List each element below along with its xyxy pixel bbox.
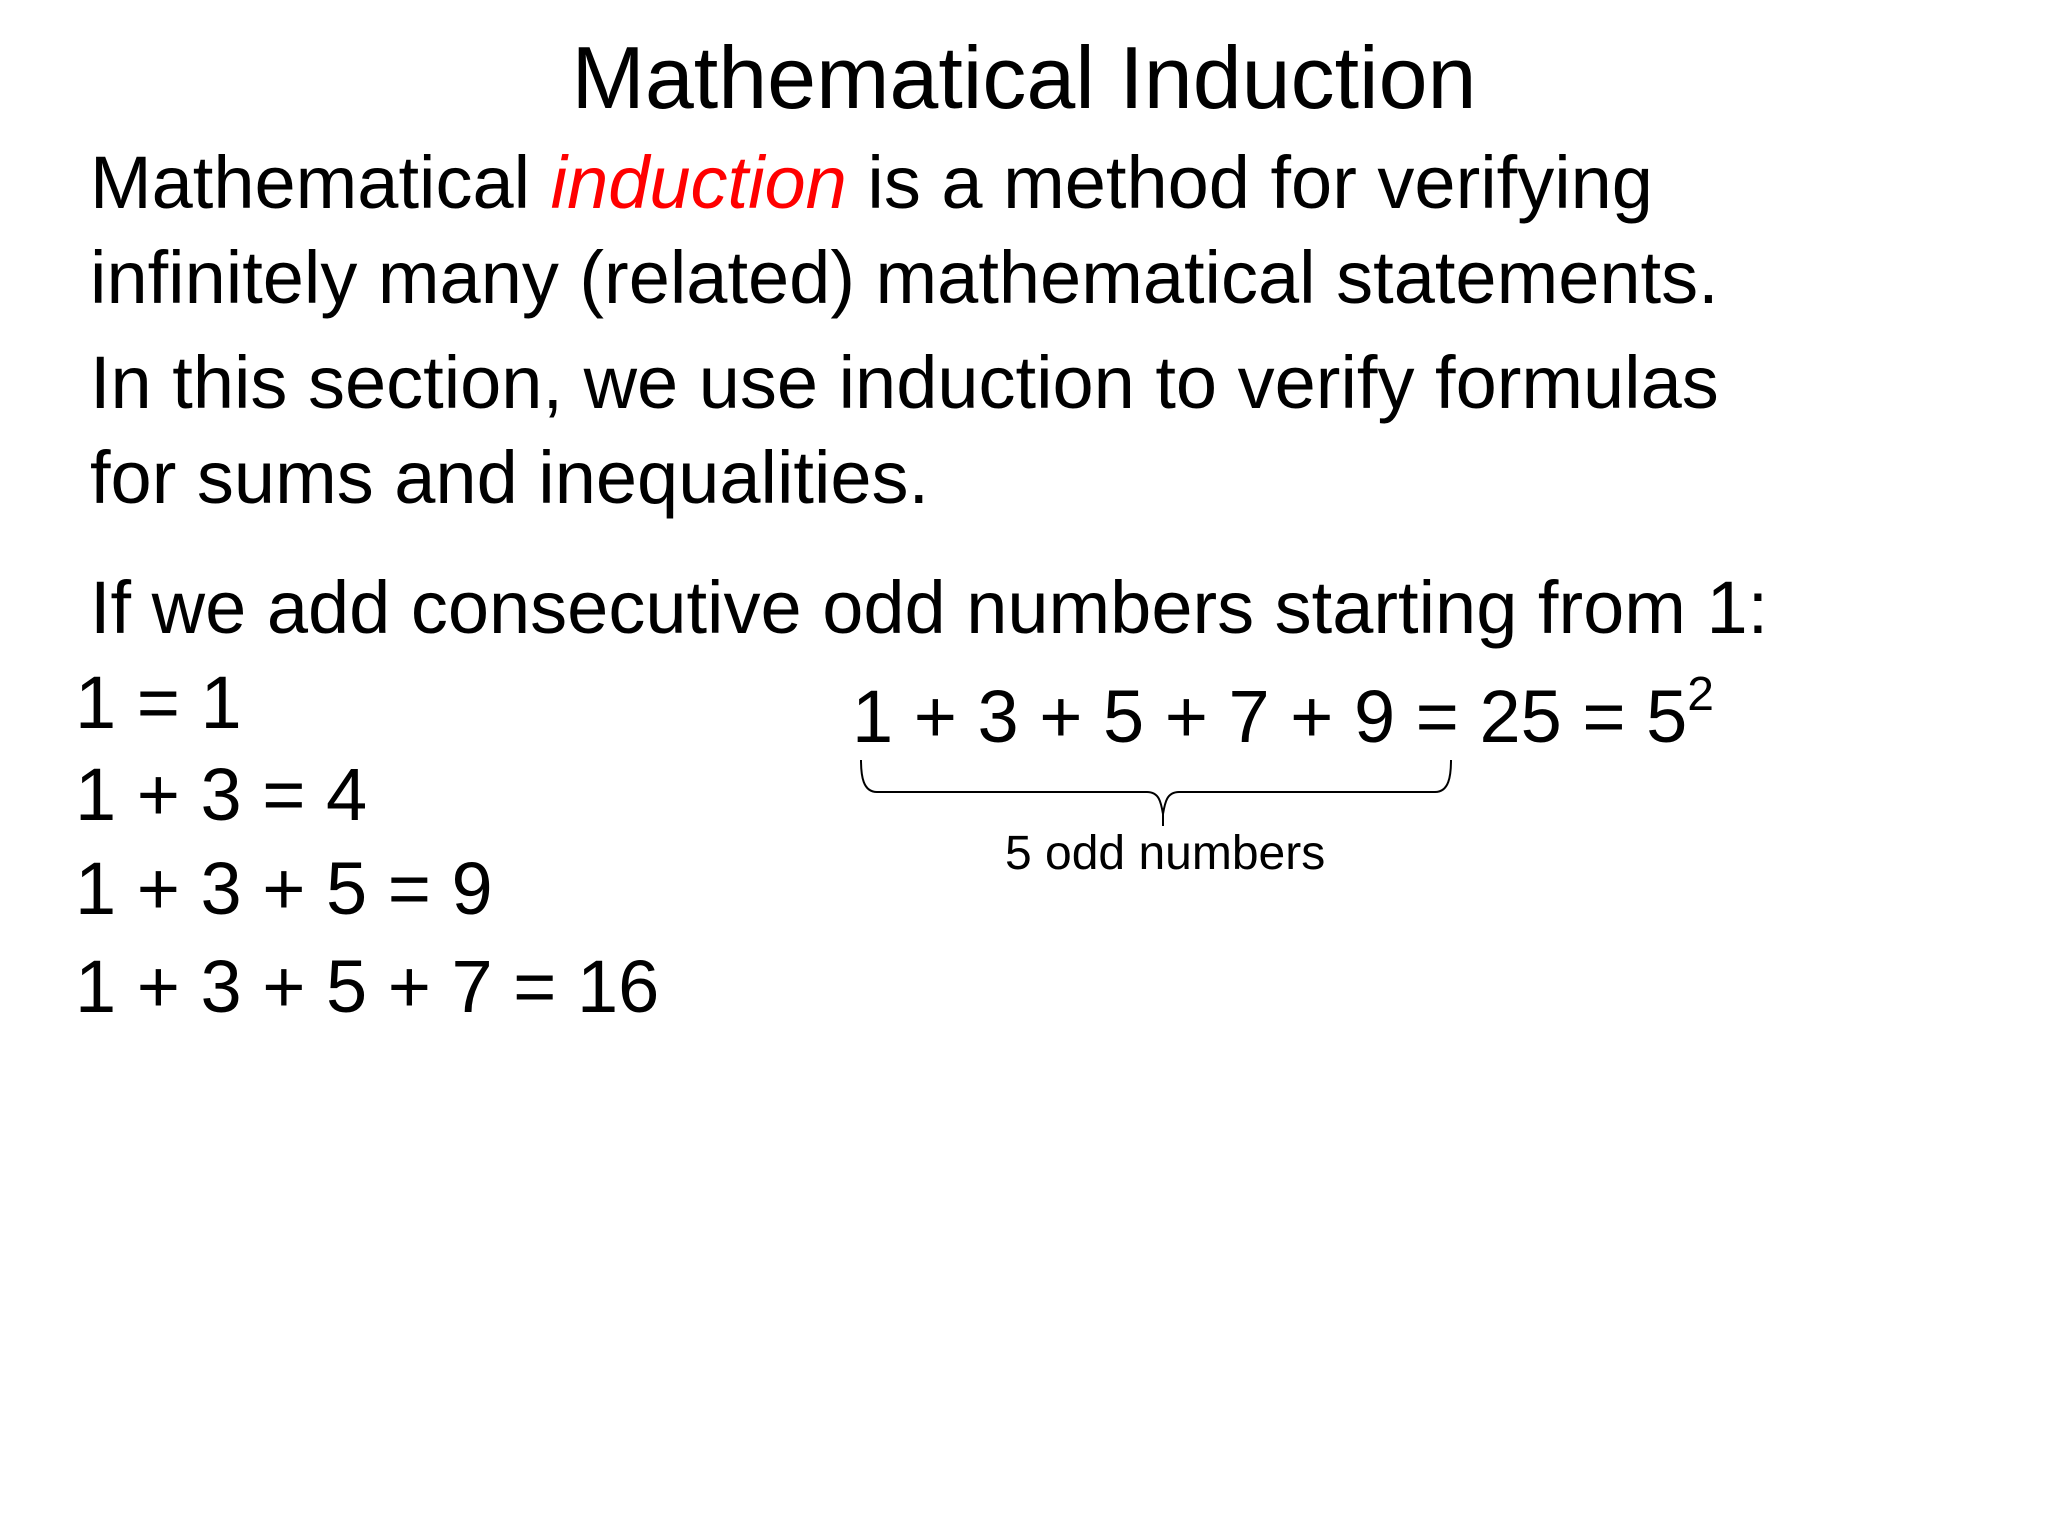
equation-4: 1 + 3 + 5 + 7 = 16 (75, 945, 660, 1028)
example-terms: 1 + 3 + 5 + 7 + 9 (852, 675, 1396, 758)
intro-text-start: Mathematical (90, 141, 551, 224)
intro-line-1 (90, 135, 1719, 230)
section-line-1: In this section, we use induction to verify formulas (90, 341, 1719, 424)
example-exponent: 2 (1687, 668, 1714, 721)
equation-3: 1 + 3 + 5 = 9 (75, 847, 493, 930)
section-paragraph (90, 335, 1719, 525)
odd-sums-intro: If we add consecutive odd numbers starting from 1: (90, 566, 1769, 649)
brace-label: 5 odd numbers (1005, 827, 1326, 880)
section-line-2: for sums and inequalities. (90, 436, 930, 519)
induction-term: induction (550, 141, 847, 224)
intro-text-end: is a method for verifying (846, 141, 1653, 224)
intro-paragraph (90, 135, 1719, 325)
intro-line-2: infinitely many (related) mathematical statements. (90, 236, 1719, 319)
example-result: = 25 = 5 (1395, 675, 1688, 758)
underbrace-path (861, 760, 1451, 814)
equation-2: 1 + 3 = 4 (75, 753, 368, 836)
equation-1: 1 = 1 (75, 661, 242, 744)
example-equation (852, 668, 1714, 758)
slide-title: Mathematical Induction (571, 28, 1477, 127)
